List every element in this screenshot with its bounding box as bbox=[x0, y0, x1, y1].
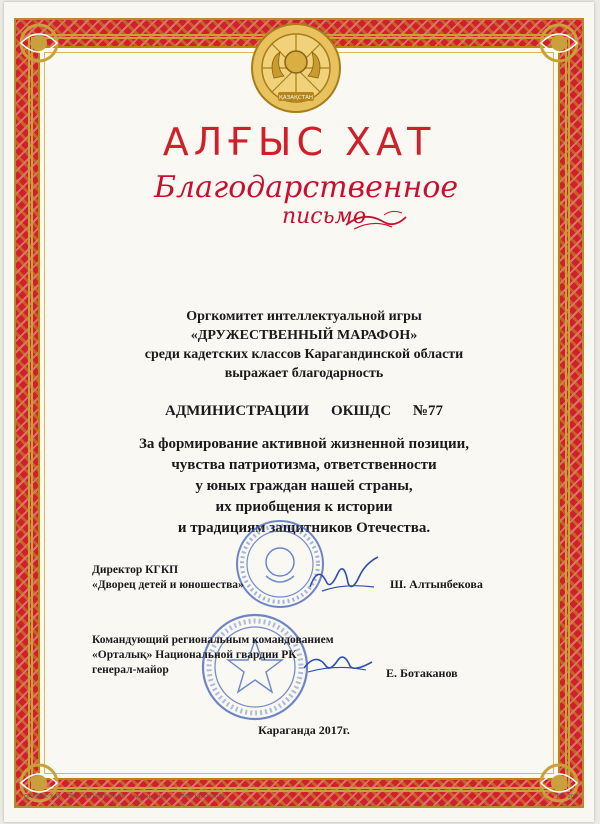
corner-ornament-icon bbox=[16, 20, 62, 66]
signatory-position-line: «Орталық» Национальной гвардии РК bbox=[92, 649, 297, 661]
reason-line: у юных граждан нашей страны, bbox=[195, 478, 413, 494]
state-emblem-icon bbox=[250, 22, 342, 114]
reason-line: их приобщения к истории bbox=[215, 499, 393, 515]
signatory-1-name: Ш. Алтынбекова bbox=[390, 577, 483, 591]
organizer-statement bbox=[64, 307, 544, 383]
organizer-line: среди кадетских классов Карагандинской области bbox=[144, 347, 464, 362]
certificate-sheet bbox=[4, 2, 594, 822]
emblem-caption: ҚАЗАҚСТАН bbox=[279, 95, 313, 101]
signatory-2-position bbox=[92, 633, 334, 678]
handwritten-signature-2 bbox=[300, 642, 376, 682]
recipient-name: АДМИНИСТРАЦИИ ОКШДС №77 bbox=[165, 403, 443, 419]
signatory-position-line: «Дворец детей и юношества» bbox=[92, 579, 244, 591]
reason-line: и традициям защитников Отечества. bbox=[177, 520, 431, 536]
signatory-position-line: Командующий региональным командованием bbox=[92, 634, 334, 646]
printer-imprint: ОАЛҒЫС ХАТ · 284 · 12/17/26 16:16 · www.akcard.kz · 8395 19.01.2017 bbox=[24, 794, 226, 800]
organizer-line: «ДРУЖЕСТВЕННЫЙ МАРАФОН» bbox=[190, 328, 418, 343]
flourish-ornament-icon bbox=[344, 207, 414, 237]
signatory-2-name: Е. Ботаканов bbox=[386, 666, 458, 680]
printer-code: Т.П. 202 bbox=[556, 794, 578, 800]
title-russian-line2: письмо bbox=[281, 204, 367, 229]
title-russian-line1: Благодарственное bbox=[154, 170, 459, 205]
reason-line: чувства патриотизма, ответственности bbox=[171, 457, 437, 473]
title-kazakh: АЛҒЫС ХАТ bbox=[162, 120, 436, 164]
organizer-line: выражает благодарность bbox=[224, 366, 384, 381]
handwritten-signature-1 bbox=[304, 547, 384, 602]
signatory-position-line: Директор КГКП bbox=[92, 564, 179, 576]
signatory-1-position bbox=[92, 563, 244, 593]
reason-line: За формирование активной жизненной позиции, bbox=[138, 436, 470, 452]
corner-ornament-icon bbox=[536, 20, 582, 66]
organizer-line: Оргкомитет интеллектуальной игры bbox=[186, 309, 422, 324]
signatory-position-line: генерал-майор bbox=[92, 664, 169, 676]
place-and-year: Караганда 2017г. bbox=[258, 723, 350, 737]
